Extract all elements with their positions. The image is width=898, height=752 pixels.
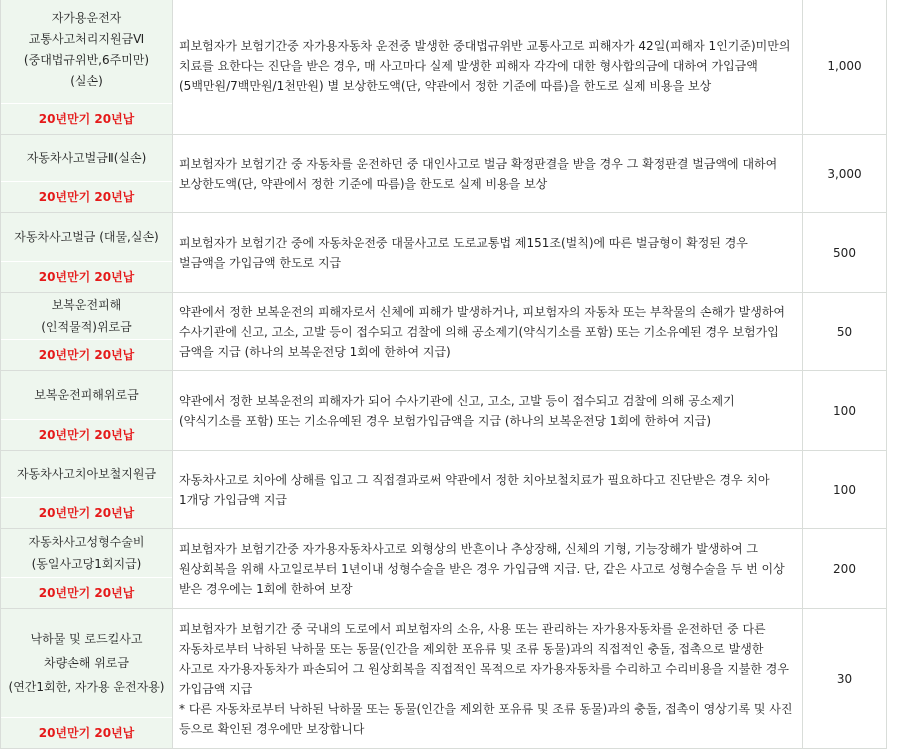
coverage-description: 약관에서 정한 보복운전의 피해자가 되어 수사기관에 신고, 고소, 고발 등이 접수되고 검찰에 의해 공소제기(약식기소를 포함) 또는 기소유예된 경우 보험가입금액을 지급 (하나의 보복운전당 1회에 한하여 지급) <box>173 371 803 451</box>
coverage-amount: 200 <box>803 529 887 609</box>
coverage-name: 낙하물 및 로드킬사고 차량손해 위로금 (연간1회한, 자가용 운전자용) <box>8 632 165 694</box>
coverage-description: 피보험자가 보험기간중 자가용자동차사고로 외형상의 반흔이나 추상장해, 신체의 기형, 기능장해가 발생하여 그 원상회복을 위해 사고일로부터 1년이내 성형수술을 받은 경우 가입금액 지급. 단, 같은 사고로 성형수술을 두 번 이상 받은 경우에는 1회에 한하여 보장 <box>173 529 803 609</box>
coverage-name: 자동차사고벌금 (대물,실손) <box>14 230 159 244</box>
coverage-note: * 다른 자동차로부터 낙하된 낙하물 또는 동물(인간을 제외한 포유류 및 조류 동물)과의 충돌, 접촉이 영상기록 및 사진 등으로 확인된 경우에만 보장합니다 <box>179 701 793 736</box>
table-row <box>1 135 887 213</box>
coverage-name: 보복운전피해위로금 <box>34 388 139 402</box>
coverage-amount: 50 <box>803 293 887 371</box>
coverage-name-cell <box>1 135 173 213</box>
payment-term: 20년만기 20년납 <box>1 181 172 212</box>
coverage-name: 자가용운전자 교통사고처리지원금Ⅵ (중대법규위반,6주미만) (실손) <box>23 11 150 88</box>
payment-term: 20년만기 20년납 <box>1 339 172 370</box>
coverage-name: 자동차사고벌금Ⅱ(실손) <box>26 151 147 165</box>
payment-term: 20년만기 20년납 <box>1 261 172 292</box>
table-row <box>1 529 887 609</box>
table-row <box>1 293 887 371</box>
table-row <box>1 213 887 293</box>
coverage-amount: 1,000 <box>803 0 887 135</box>
coverage-amount: 3,000 <box>803 135 887 213</box>
coverage-description: 자동차사고로 치아에 상해를 입고 그 직접결과로써 약관에서 정한 치아보철치료가 필요하다고 진단받은 경우 치아 1개당 가입금액 지급 <box>173 451 803 529</box>
coverage-amount: 100 <box>803 371 887 451</box>
coverage-description: 피보험자가 보험기간중 자가용자동차 운전중 발생한 중대법규위반 교통사고로 피해자가 42일(피해자 1인기준)미만의 치료를 요한다는 진단을 받은 경우, 매 사고마다 실제 발생한 피해자 각각에 대한 형사합의금에 대하여 가입금액(5백만원/7백만원/1천만원) 별 보상한도액(단, 약관에서 정한 기준에 따름)을 한도로 실제 비용을 보상 <box>173 0 803 135</box>
coverage-name-cell <box>1 451 173 529</box>
coverage-description: 약관에서 정한 보복운전의 피해자로서 신체에 피해가 발생하거나, 피보험자의 자동차 또는 부착물의 손해가 발생하여 수사기관에 신고, 고소, 고발 등이 접수되고 검찰에 의해 공소제기(약식기소를 포함) 또는 기소유예된 경우 보험가입 금액을 지급 (하나의 보복운전당 1회에 한하여 지급) <box>173 293 803 371</box>
table-row <box>1 609 887 749</box>
table-row <box>1 451 887 529</box>
coverage-amount: 100 <box>803 451 887 529</box>
coverage-name-cell <box>1 371 173 451</box>
coverage-description: 피보험자가 보험기간 중에 자동차운전중 대물사고로 도로교통법 제151조(벌칙)에 따른 벌금형이 확정된 경우 벌금액을 가입금액 한도로 지급 <box>173 213 803 293</box>
payment-term: 20년만기 20년납 <box>1 577 172 608</box>
payment-term: 20년만기 20년납 <box>1 419 172 450</box>
payment-term: 20년만기 20년납 <box>1 103 172 134</box>
table-row <box>1 371 887 451</box>
coverage-name-cell <box>1 293 173 371</box>
coverage-name-cell <box>1 529 173 609</box>
coverage-amount: 500 <box>803 213 887 293</box>
coverage-description: 피보험자가 보험기간 중 국내의 도로에서 피보험자의 소유, 사용 또는 관리하는 자가용자동차를 운전하던 중 다른 자동차로부터 낙하된 낙하물 또는 동물(인간을 제외한 포유류 및 조류 동물)과의 직접적인 충돌, 접촉으로 발생한 사고로 자가용자동차가 파손되어 그 원상회복을 직접적인 목적으로 자가용자동차를 수리하고 수리비용을 지불한 경우 가입금액 지급 <box>179 621 789 696</box>
coverage-amount: 30 <box>803 609 887 749</box>
payment-term: 20년만기 20년납 <box>1 497 172 528</box>
table-row <box>1 0 887 135</box>
coverage-name-cell <box>1 0 173 135</box>
coverage-description: 피보험자가 보험기간 중 자동차를 운전하던 중 대인사고로 벌금 확정판결을 받을 경우 그 확정판결 벌금액에 대하여 보상한도액(단, 약관에서 정한 기준에 따름)을 한도로 실제 비용을 보상 <box>173 135 803 213</box>
coverage-description-cell <box>173 609 803 749</box>
coverage-name: 보복운전피해 (인적물적)위로금 <box>41 298 132 334</box>
coverage-name-cell <box>1 609 173 749</box>
coverage-name: 자동차사고성형수술비 (동일사고당1회지급) <box>28 535 145 571</box>
coverage-name: 자동차사고치아보철지원금 <box>16 467 157 481</box>
payment-term: 20년만기 20년납 <box>1 717 172 748</box>
coverage-name-cell <box>1 213 173 293</box>
